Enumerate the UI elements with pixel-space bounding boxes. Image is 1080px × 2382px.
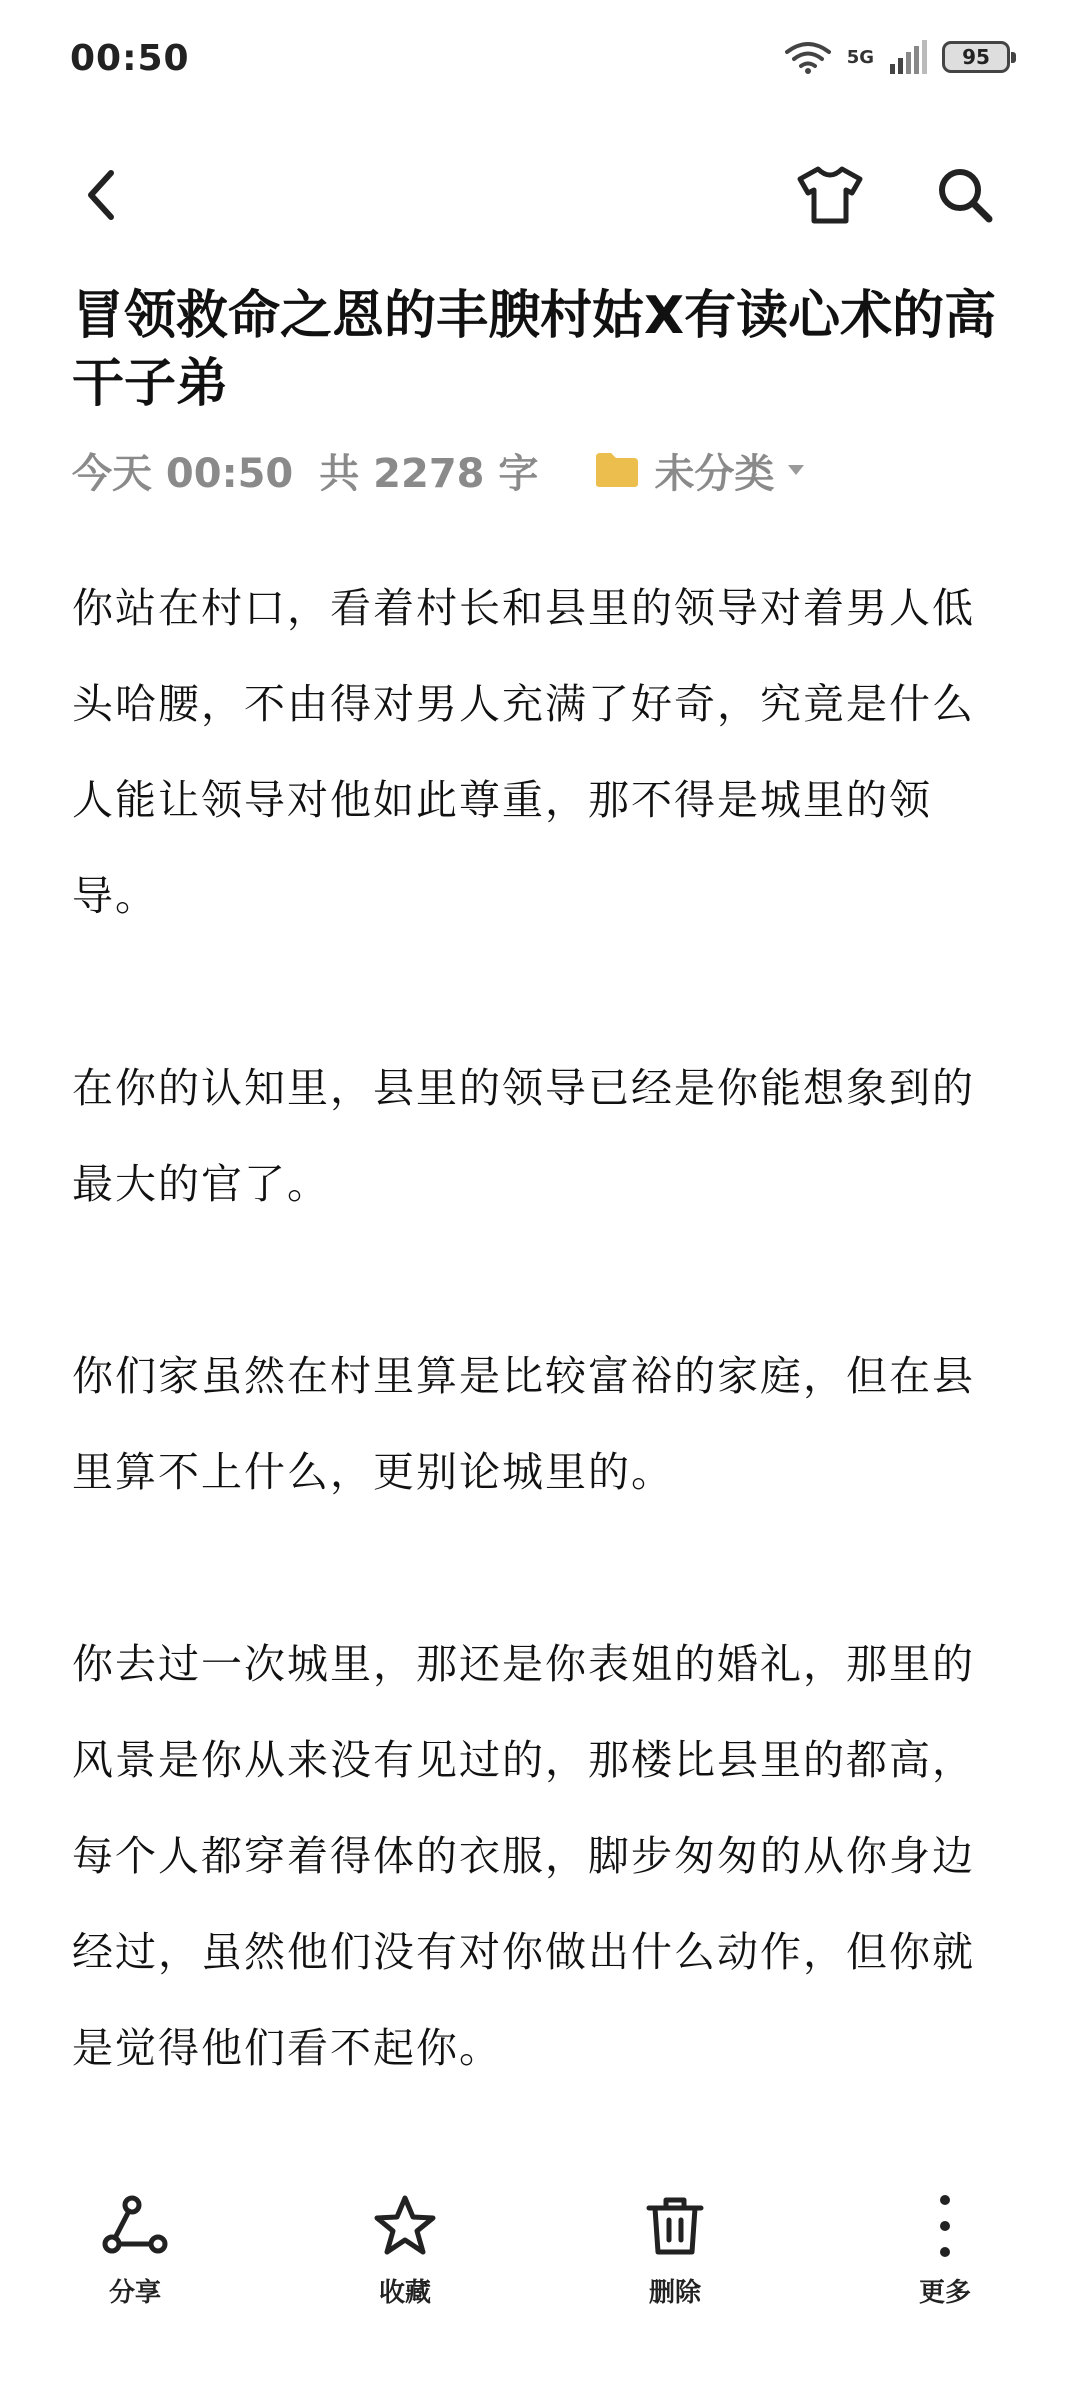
paragraph: 你们家虽然在村里算是比较富裕的家庭，但在县里算不上什么，更别论城里的。 [72, 1352, 975, 1496]
theme-button[interactable] [790, 155, 870, 235]
paragraph: 在你的认知里，县里的领导已经是你能想象到的最大的官了。 [72, 1064, 975, 1208]
delete-button[interactable] [570, 2190, 780, 2350]
category-label: 未分类 [654, 450, 775, 497]
battery-level: 95 [962, 45, 990, 69]
note-body[interactable] [72, 560, 1012, 2192]
chevron-down-icon [786, 463, 806, 477]
note-date: 今天 00:50 [72, 450, 294, 497]
battery-icon [942, 41, 1010, 73]
category-selector[interactable] [594, 442, 806, 499]
share-icon [102, 2194, 168, 2258]
top-bar [0, 140, 1080, 250]
folder-icon [594, 451, 640, 489]
bottom-toolbar [0, 2190, 1080, 2350]
back-icon [77, 165, 127, 225]
status-bar [0, 0, 1080, 120]
note-word-count: 共 2278 字 [319, 450, 539, 497]
paragraph: 你站在村口，看着村长和县里的领导对着男人低头哈腰，不由得对男人充满了好奇，究竟是什么人能让领导对他如此尊重，那不得是城里的领导。 [72, 584, 975, 920]
more-button[interactable] [840, 2190, 1050, 2350]
network-label: 5G [846, 46, 874, 68]
note-title: 冒领救命之恩的丰腴村姑X有读心术的高干子弟 [72, 286, 997, 414]
star-icon [372, 2194, 438, 2258]
share-label: 分享 [108, 2278, 161, 2308]
back-button[interactable] [62, 155, 142, 235]
more-label: 更多 [918, 2278, 971, 2308]
trash-icon [645, 2194, 705, 2258]
status-time: 00:50 [70, 38, 190, 79]
note-meta [72, 440, 1012, 500]
signal-icon [888, 40, 928, 74]
search-button[interactable] [925, 155, 1005, 235]
favorite-label: 收藏 [378, 2278, 431, 2308]
favorite-button[interactable] [300, 2190, 510, 2350]
shirt-icon [794, 163, 866, 227]
paragraph: 你去过一次城里，那还是你表姐的婚礼，那里的风景是你从来没有见过的，那楼比县里的都高，每个人都穿着得体的衣服，脚步匆匆的从你身边经过，虽然他们没有对你做出什么动作，但你就是觉得他们看不起你。 [72, 1640, 975, 2072]
delete-label: 删除 [648, 2278, 701, 2308]
wifi-icon [783, 40, 833, 74]
search-icon [933, 163, 997, 227]
more-vertical-icon [935, 2193, 955, 2259]
share-button[interactable] [30, 2190, 240, 2350]
status-icons [783, 40, 1010, 74]
